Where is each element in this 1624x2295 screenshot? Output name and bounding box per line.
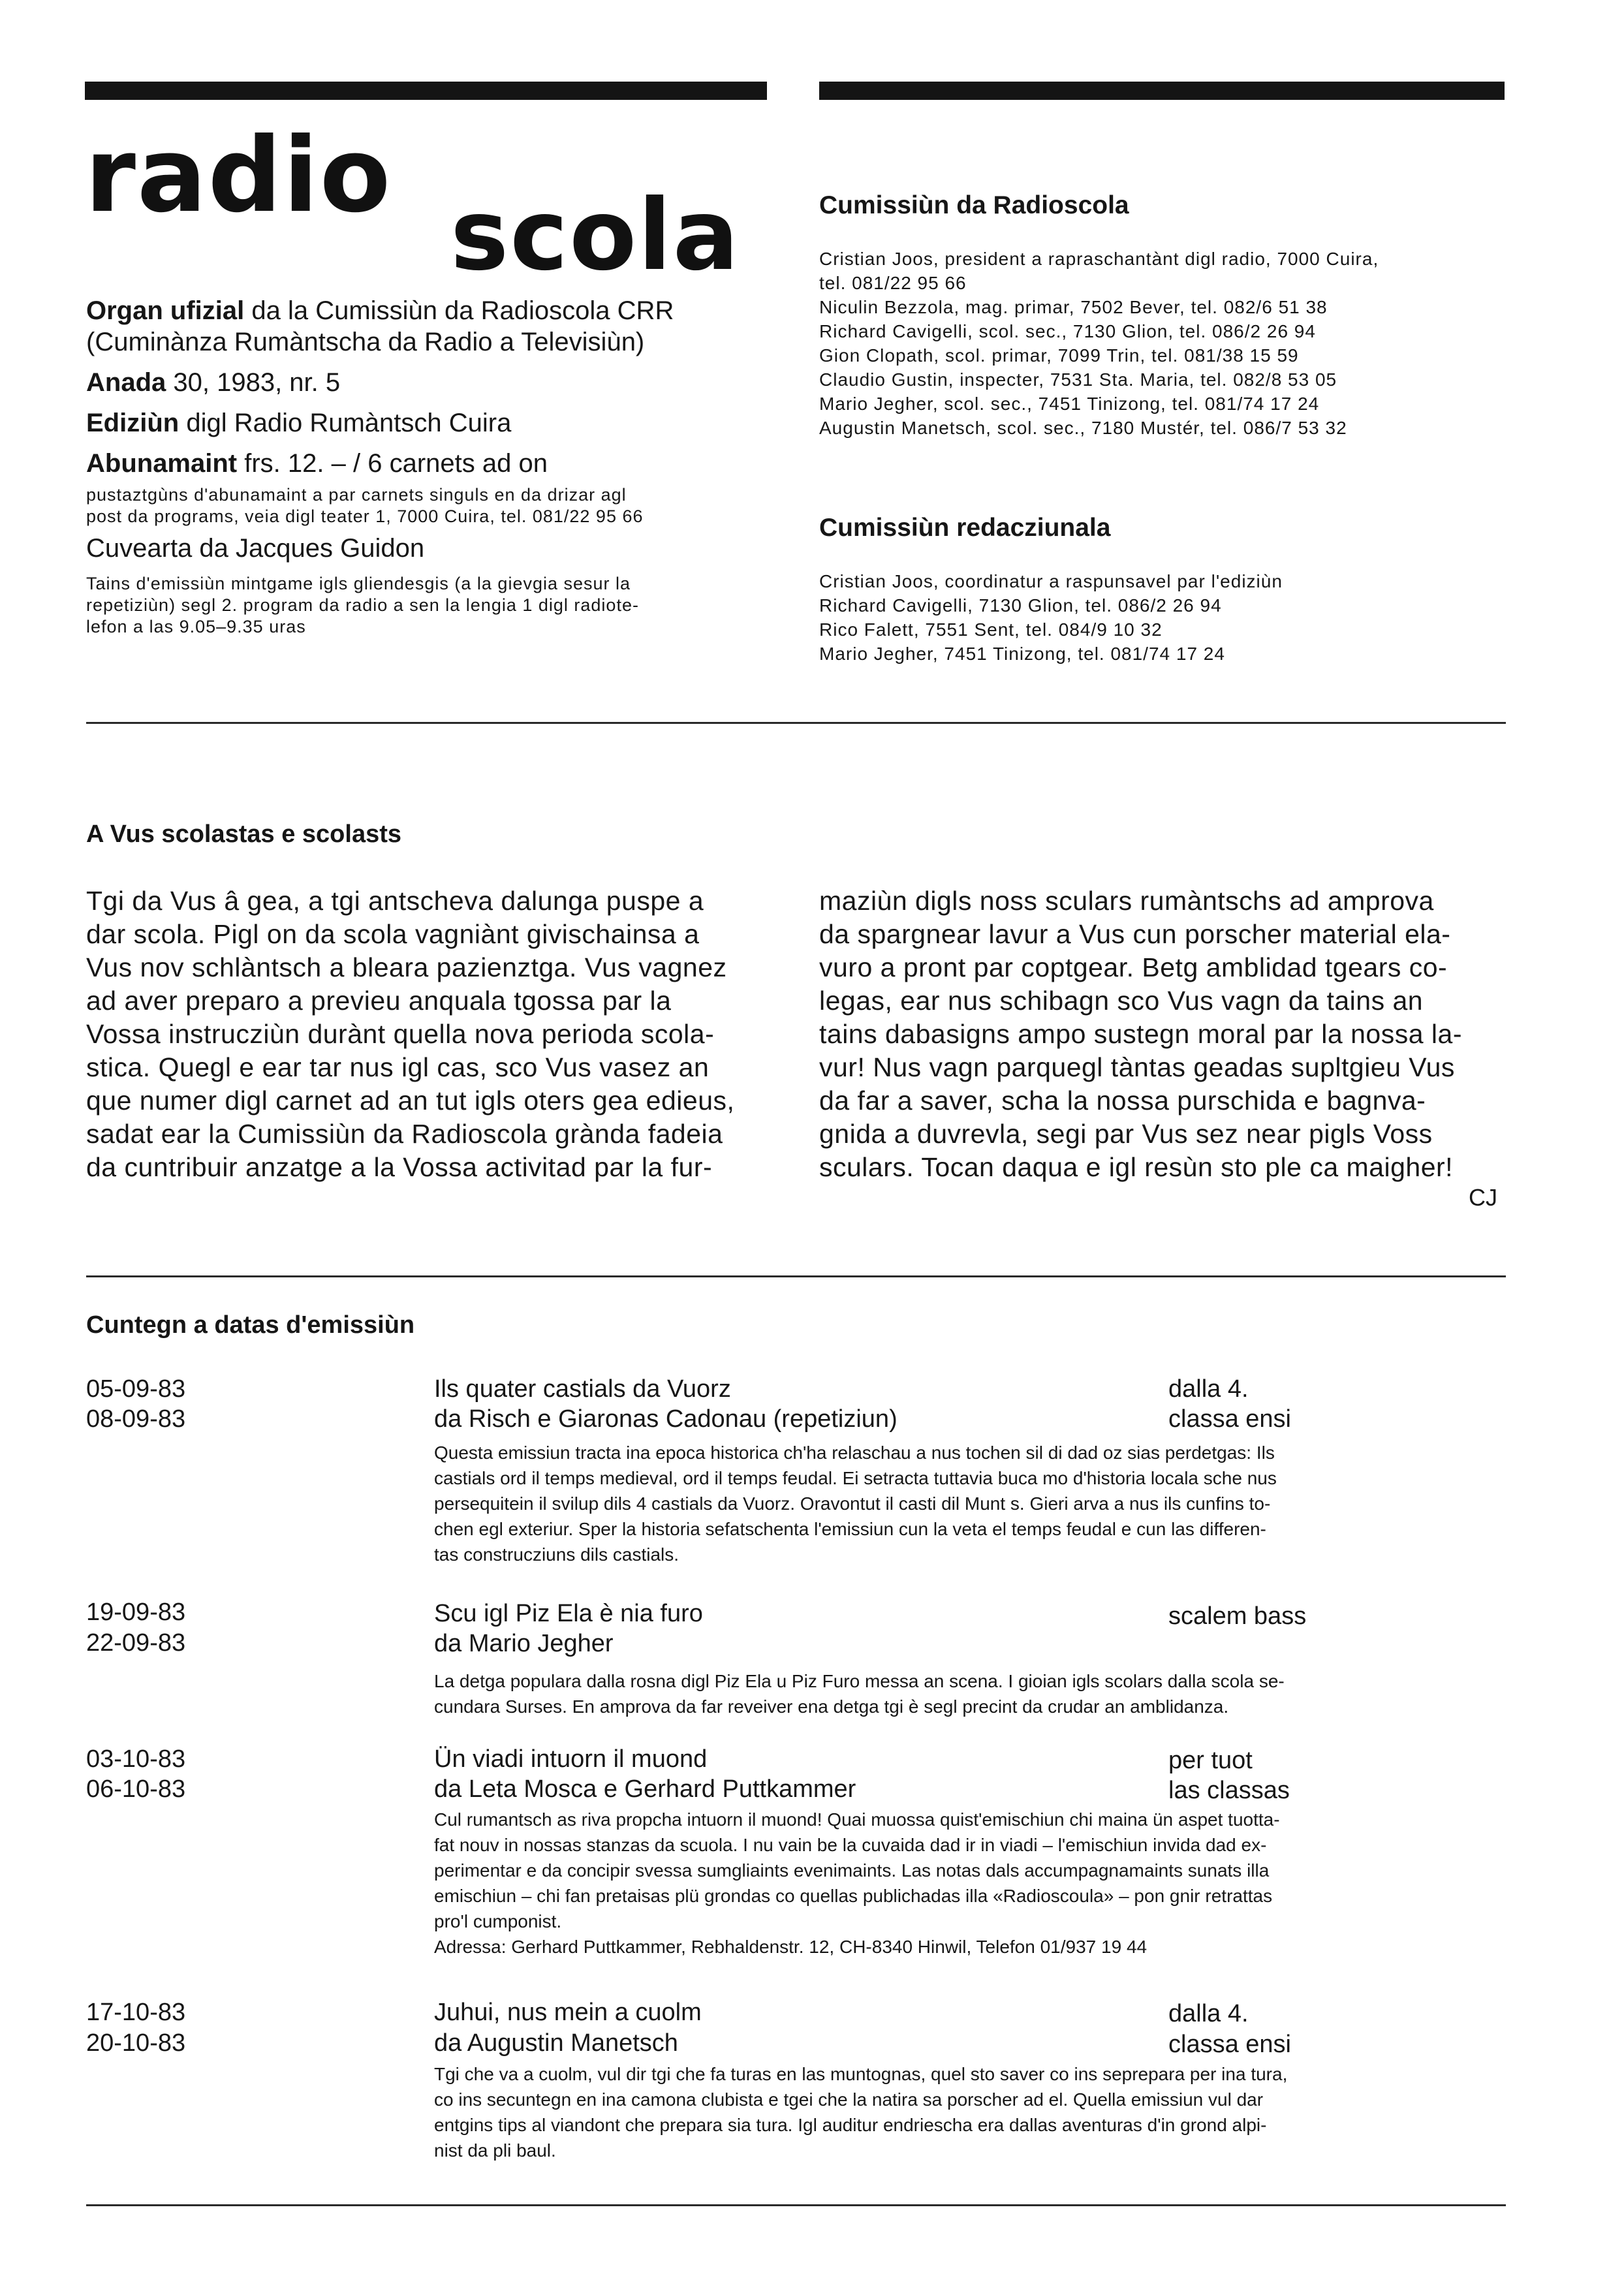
schedule-date: 05-09-83: [86, 1375, 186, 1403]
program-title: Ils quater castials da Vuorz: [434, 1375, 731, 1403]
letter-line: dar scola. Pigl on da scola vagniànt givischainsa a: [86, 919, 700, 949]
divider-rule: [86, 1275, 1506, 1277]
description-line: Tgi che va a cuolm, vul dir tgi che fa turas en las muntognas, quel sto saver co ins seprepara per ina tura,: [434, 2064, 1288, 2084]
program-level: classa ensi: [1168, 1405, 1291, 1433]
commission-members: [819, 247, 1505, 440]
cover-credit: Cuvearta da Jacques Guidon: [86, 534, 425, 563]
description-line: pro'l cumponist.: [434, 1911, 562, 1931]
program-description: [434, 1668, 1505, 1719]
schedule-date: 17-10-83: [86, 1999, 186, 2026]
abunamaint-note-2: post da programs, veia digl teater 1, 7000 Cuira, tel. 081/22 95 66: [86, 507, 644, 526]
program-level: dalla 4.: [1168, 2000, 1249, 2027]
editorial-block: [819, 513, 1505, 666]
program-author: da Augustin Manetsch: [434, 2029, 678, 2057]
description-line: Adressa: Gerhard Puttkammer, Rebhaldenstr. 12, CH-8340 Hinwil, Telefon 01/937 19 44: [434, 1937, 1148, 1957]
letter-line: ad aver preparo a previeu anquala tgossa par la: [86, 986, 672, 1016]
schedule-date: 22-09-83: [86, 1629, 186, 1657]
program-description: [434, 1440, 1505, 1567]
commission-member: tel. 081/22 95 66: [819, 273, 967, 293]
broadcast-note-2: repetiziùn) segl 2. program da radio a sen la lengia 1 digl radiote-: [86, 595, 639, 615]
program-level: scalem bass: [1168, 1602, 1307, 1630]
broadcast-note-1: Tains d'emissiùn mintgame igls gliendesgis (a la gievgia sesur la: [86, 574, 631, 593]
program-description: [434, 2061, 1505, 2163]
program-description: [434, 1807, 1505, 1959]
program-author: da Mario Jegher: [434, 1630, 614, 1657]
program-level: per tuot: [1168, 1747, 1253, 1774]
abunamaint-line: Abunamaint frs. 12. – / 6 carnets ad on: [86, 449, 548, 478]
description-line: chen egl exteriur. Sper la historia sefatschenta l'emissiun cun la veta el temps feudal e cun las differen-: [434, 1519, 1266, 1539]
masthead-bar-right: [819, 82, 1505, 100]
schedule-date: 20-10-83: [86, 2029, 186, 2057]
editorial-member: Cristian Joos, coordinatur a raspunsavel par l'ediziùn: [819, 571, 1283, 591]
description-line: castials ord il temps medieval, ord il temps feudal. Ei setracta tuttavia buca mo d'historia locala sche nus: [434, 1468, 1277, 1488]
broadcast-note-3: lefon a las 9.05–9.35 uras: [86, 617, 306, 636]
description-line: cundara Surses. En amprova da far reveiver ena detga tgi è segl precint da crudar an amblidanza.: [434, 1696, 1229, 1717]
commission-member: Richard Cavigelli, scol. sec., 7130 Glion, tel. 086/2 26 94: [819, 321, 1316, 341]
letter-line: maziùn digls noss sculars rumàntschs ad amprova: [819, 886, 1434, 916]
program-level: dalla 4.: [1168, 1375, 1249, 1403]
letter-line: da spargnear lavur a Vus cun porscher material ela-: [819, 919, 1451, 949]
letter-line: Tgi da Vus â gea, a tgi antscheva dalunga puspe a: [86, 886, 704, 916]
divider-rule: [86, 2204, 1506, 2206]
letter-title: A Vus scolastas e scolasts: [86, 820, 401, 848]
program-level: classa ensi: [1168, 2031, 1291, 2058]
letter-line: Vus nov schlàntsch a bleara pazienztga. Vus vagnez: [86, 952, 727, 982]
letter-signature: CJ: [1469, 1184, 1497, 1211]
commission-heading: Cumissiùn da Radioscola: [819, 191, 1129, 219]
description-line: Questa emissiun tracta ina epoca historica ch'ha relaschau a nus tochen sil di dad oz sias perdetgas: Ils: [434, 1443, 1275, 1463]
letter-line: sculars. Tocan daqua e igl resùn sto ple ca maigher!: [819, 1152, 1454, 1182]
description-line: tas construcziuns dils castials.: [434, 1544, 679, 1565]
edizion-line: Ediziùn digl Radio Rumàntsch Cuira: [86, 409, 512, 437]
schedule-title: Cuntegn a datas d'emissiùn: [86, 1311, 415, 1339]
commission-member: Augustin Manetsch, scol. sec., 7180 Mustér, tel. 086/7 53 32: [819, 418, 1347, 438]
description-line: co ins secuntegn en ina camona clubista e tgei che la natira sa porscher ad el. Quella emissiun vul dar: [434, 2089, 1264, 2110]
letter-line: da cuntribuir anzatge a la Vossa activitad par la fur-: [86, 1152, 713, 1182]
commission-member: Cristian Joos, president a rapraschantànt digl radio, 7000 Cuira,: [819, 249, 1379, 269]
letter-line: tains dabasigns ampo sustegn moral par la nossa la-: [819, 1019, 1462, 1049]
editorial-heading: Cumissiùn redacziunala: [819, 514, 1111, 542]
program-level: las classas: [1168, 1777, 1290, 1804]
schedule-date: 08-09-83: [86, 1405, 186, 1433]
commission-member: Gion Clopath, scol. primar, 7099 Trin, tel. 081/38 15 59: [819, 345, 1299, 366]
anada-line: Anada 30, 1983, nr. 5: [86, 368, 341, 397]
commission-member: Claudio Gustin, inspecter, 7531 Sta. Maria, tel. 082/8 53 05: [819, 369, 1337, 390]
letter-line: Vossa instrucziùn durànt quella nova perioda scola-: [86, 1019, 715, 1049]
editorial-member: Richard Cavigelli, 7130 Glion, tel. 086/2 26 94: [819, 595, 1222, 616]
letter-line: sadat ear la Cumissiùn da Radioscola grànda fadeia: [86, 1119, 723, 1149]
letter-line: gnida a duvrevla, segi par Vus sez near pigls Voss: [819, 1119, 1433, 1149]
letter-column-2: [819, 884, 1501, 1184]
divider-rule: [86, 722, 1506, 724]
publication-info: [86, 295, 765, 638]
schedule-date: 19-09-83: [86, 1599, 186, 1626]
description-line: persequitein il svilup dils 4 castials da Vuorz. Oravontut il casti dil Munt s. Gieri arva a nus ils cunfins to-: [434, 1493, 1271, 1514]
organ-line-2: (Cuminànza Rumàntscha da Radio a Televisiùn): [86, 328, 645, 356]
abunamaint-note-1: pustaztgùns d'abunamaint a par carnets singuls en da drizar agl: [86, 485, 627, 505]
description-line: entgins tips al viandont che prepara sia tura. Igl auditur endriescha era dallas aventuras d'in grond alpi-: [434, 2115, 1267, 2135]
letter-line: stica. Quegl e ear tar nus igl cas, sco Vus vasez an: [86, 1052, 710, 1082]
description-line: nist da pli baul.: [434, 2140, 556, 2161]
organ-line: Organ ufizial da la Cumissiùn da Radioscola CRR: [86, 296, 674, 325]
letter-column-1: [86, 884, 768, 1184]
letter-line: vuro a pront par coptgear. Betg amblidad tgears co-: [819, 952, 1448, 982]
program-author: da Risch e Giaronas Cadonau (repetiziun): [434, 1405, 898, 1433]
description-line: La detga populara dalla rosna digl Piz Ela u Piz Furo messa an scena. I gioian igls scolars dalla scola se-: [434, 1671, 1285, 1691]
letter-line: vur! Nus vagn parquegl tàntas geadas supltgieu Vus: [819, 1052, 1455, 1082]
commission-block: [819, 191, 1505, 440]
commission-member: Mario Jegher, scol. sec., 7451 Tinizong, tel. 081/74 17 24: [819, 394, 1320, 414]
program-title: Scu igl Piz Ela è nia furo: [434, 1600, 703, 1627]
editorial-members: [819, 569, 1505, 666]
letter-line: legas, ear nus schibagn sco Vus vagn da tains an: [819, 986, 1424, 1016]
editorial-member: Mario Jegher, 7451 Tinizong, tel. 081/74 17 24: [819, 644, 1225, 664]
masthead-title-radio: radio: [85, 116, 392, 236]
letter-line: que numer digl carnet ad an tut igls oters gea edieus,: [86, 1085, 735, 1116]
description-line: emischiun – chi fan pretaisas plü grondas co quellas publichadas illa «Radioscoula» – pon gnir retrattas: [434, 1886, 1273, 1906]
description-line: perimentar e da concipir svessa sumgliaints evenimaints. Las notas dals accumpagnamaints sunats illa: [434, 1860, 1270, 1881]
description-line: fat nouv in nossas stanzas da scuola. I nu vain be la cuvaida dad ir in viadi – l'emischiun invida dad ex-: [434, 1835, 1267, 1855]
editorial-member: Rico Falett, 7551 Sent, tel. 084/9 10 32: [819, 619, 1163, 640]
commission-member: Niculin Bezzola, mag. primar, 7502 Bever, tel. 082/6 51 38: [819, 297, 1328, 317]
program-author: da Leta Mosca e Gerhard Puttkammer: [434, 1775, 856, 1803]
schedule-date: 03-10-83: [86, 1745, 186, 1773]
program-title: Ün viadi intuorn il muond: [434, 1745, 708, 1773]
masthead-bar-left: [85, 82, 767, 100]
schedule-date: 06-10-83: [86, 1775, 186, 1803]
letter-line: da far a saver, scha la nossa purschida e bagnva-: [819, 1085, 1426, 1116]
masthead-title-scola: scola: [450, 179, 740, 292]
description-line: Cul rumantsch as riva propcha intuorn il muond! Quai muossa quist'emischiun chi maina ün aspet tuotta-: [434, 1809, 1280, 1830]
program-title: Juhui, nus mein a cuolm: [434, 1999, 702, 2026]
